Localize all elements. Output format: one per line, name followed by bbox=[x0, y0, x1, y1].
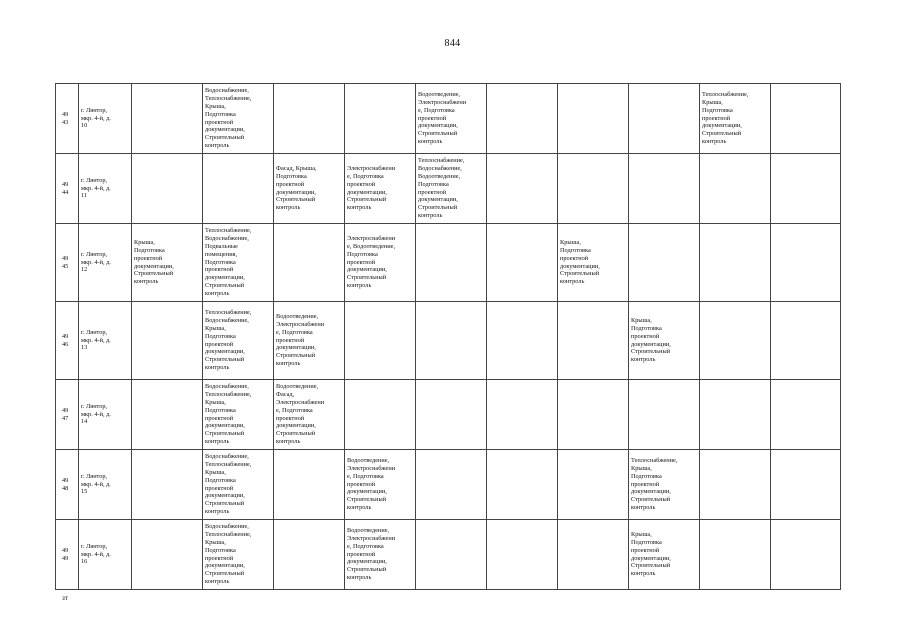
works-cell bbox=[700, 154, 771, 224]
table-row bbox=[56, 224, 841, 302]
works-cell bbox=[771, 224, 841, 302]
works-cell bbox=[558, 450, 629, 520]
row-number-cell: 49 49 bbox=[56, 520, 79, 590]
works-cell: Фасад, Крыша, Подготовка проектной документации, Строительный контроль bbox=[274, 154, 345, 224]
works-cell: Водоснабжение, Теплоснабжение, Крыша, Подготовка проектной документации, Строительный контроль bbox=[203, 84, 274, 154]
works-cell bbox=[274, 520, 345, 590]
works-cell bbox=[629, 84, 700, 154]
works-cell bbox=[629, 380, 700, 450]
works-cell: Крыша, Подготовка проектной документации, Строительный контроль bbox=[629, 302, 700, 380]
footer-code: зт bbox=[62, 594, 68, 602]
works-cell bbox=[771, 520, 841, 590]
works-cell bbox=[558, 154, 629, 224]
address-cell: г. Лянтор, мкр. 4-й, д. 11 bbox=[79, 154, 132, 224]
works-cell: Электроснабжени е, Подготовка проектной документации, Строительный контроль bbox=[345, 154, 416, 224]
works-cell bbox=[771, 84, 841, 154]
works-cell: Водоснабжение, Теплоснабжение, Крыша, Подготовка проектной документации, Строительный контроль bbox=[203, 380, 274, 450]
works-cell bbox=[558, 520, 629, 590]
works-cell bbox=[416, 380, 487, 450]
address-cell: г. Лянтор, мкр. 4-й, д. 12 bbox=[79, 224, 132, 302]
works-cell bbox=[629, 224, 700, 302]
row-number-cell: 49 45 bbox=[56, 224, 79, 302]
table-body bbox=[56, 84, 841, 590]
works-cell bbox=[700, 520, 771, 590]
works-cell bbox=[274, 84, 345, 154]
works-cell: Теплоснабжение, Крыша, Подготовка проектной документации, Строительный контроль bbox=[629, 450, 700, 520]
works-cell: Теплоснабжение, Водоснабжение, Водоотведение, Подготовка проектной документации, Строительный контроль bbox=[416, 154, 487, 224]
works-cell bbox=[345, 302, 416, 380]
works-cell bbox=[274, 224, 345, 302]
works-cell: Водоснабжение, Теплоснабжение, Крыша, Подготовка проектной документации, Строительный контроль bbox=[203, 450, 274, 520]
works-cell bbox=[132, 302, 203, 380]
works-cell: Электроснабжени е, Водоотведение, Подготовка проектной документации, Строительный контроль bbox=[345, 224, 416, 302]
works-cell: Водоснабжение, Теплоснабжение, Крыша, Подготовка проектной документации, Строительный контроль bbox=[203, 520, 274, 590]
works-cell bbox=[132, 154, 203, 224]
works-cell: Теплоснабжение, Водоснабжение, Крыша, Подготовка проектной документации, Строительный контроль bbox=[203, 302, 274, 380]
works-cell bbox=[700, 302, 771, 380]
works-cell bbox=[416, 520, 487, 590]
table-row bbox=[56, 520, 841, 590]
works-cell: Водоотведение, Электроснабжени е, Подготовка проектной документации, Строительный контроль bbox=[274, 302, 345, 380]
address-cell: г. Лянтор, мкр. 4-й, д. 14 bbox=[79, 380, 132, 450]
works-cell: Крыша, Подготовка проектной документации, Строительный контроль bbox=[558, 224, 629, 302]
address-cell: г. Лянтор, мкр. 4-й, д. 10 bbox=[79, 84, 132, 154]
works-cell bbox=[132, 84, 203, 154]
works-cell: Крыша, Подготовка проектной документации, Строительный контроль bbox=[132, 224, 203, 302]
works-cell bbox=[771, 450, 841, 520]
works-cell bbox=[203, 154, 274, 224]
address-cell: г. Лянтор, мкр. 4-й, д. 13 bbox=[79, 302, 132, 380]
works-cell bbox=[487, 84, 558, 154]
works-cell: Водоотведение, Электроснабжени е, Подготовка проектной документации, Строительный контроль bbox=[345, 450, 416, 520]
works-cell bbox=[629, 154, 700, 224]
works-cell bbox=[558, 380, 629, 450]
works-cell bbox=[132, 380, 203, 450]
address-cell: г. Лянтор, мкр. 4-й, д. 16 bbox=[79, 520, 132, 590]
row-number-cell: 49 47 bbox=[56, 380, 79, 450]
works-cell bbox=[771, 302, 841, 380]
row-number-cell: 49 48 bbox=[56, 450, 79, 520]
table-row bbox=[56, 302, 841, 380]
works-cell: Водоотведение, Электроснабжени е, Подготовка проектной документации, Строительный контроль bbox=[416, 84, 487, 154]
works-cell bbox=[132, 520, 203, 590]
works-cell bbox=[487, 520, 558, 590]
works-cell bbox=[345, 380, 416, 450]
page-number: 844 bbox=[444, 38, 461, 49]
works-cell bbox=[487, 154, 558, 224]
works-cell bbox=[132, 450, 203, 520]
works-cell bbox=[487, 380, 558, 450]
table-row bbox=[56, 380, 841, 450]
row-number-cell: 49 43 bbox=[56, 84, 79, 154]
works-cell: Крыша, Подготовка проектной документации, Строительный контроль bbox=[629, 520, 700, 590]
works-cell bbox=[345, 84, 416, 154]
table-row bbox=[56, 84, 841, 154]
works-table bbox=[55, 83, 841, 590]
works-cell bbox=[416, 302, 487, 380]
works-cell bbox=[416, 224, 487, 302]
address-cell: г. Лянтор, мкр. 4-й, д. 15 bbox=[79, 450, 132, 520]
works-cell bbox=[700, 224, 771, 302]
row-number-cell: 49 46 bbox=[56, 302, 79, 380]
works-cell bbox=[416, 450, 487, 520]
works-cell bbox=[700, 450, 771, 520]
row-number-cell: 49 44 bbox=[56, 154, 79, 224]
works-cell bbox=[771, 380, 841, 450]
works-cell bbox=[487, 450, 558, 520]
works-cell bbox=[558, 84, 629, 154]
works-cell bbox=[700, 380, 771, 450]
works-cell bbox=[487, 224, 558, 302]
table-row bbox=[56, 154, 841, 224]
works-cell bbox=[771, 154, 841, 224]
works-cell: Теплоснабжение, Крыша, Подготовка проектной документации, Строительный контроль bbox=[700, 84, 771, 154]
works-cell: Водоотведение, Фасад, Электроснабжени е, Подготовка проектной документации, Строительный контроль bbox=[274, 380, 345, 450]
works-cell bbox=[487, 302, 558, 380]
table-row bbox=[56, 450, 841, 520]
works-cell: Теплоснабжение, Водоснабжение, Подвальные помещения, Подготовка проектной документации, Строительный контроль bbox=[203, 224, 274, 302]
works-cell: Водоотведение, Электроснабжени е, Подготовка проектной документации, Строительный контроль bbox=[345, 520, 416, 590]
works-cell bbox=[558, 302, 629, 380]
works-cell bbox=[274, 450, 345, 520]
